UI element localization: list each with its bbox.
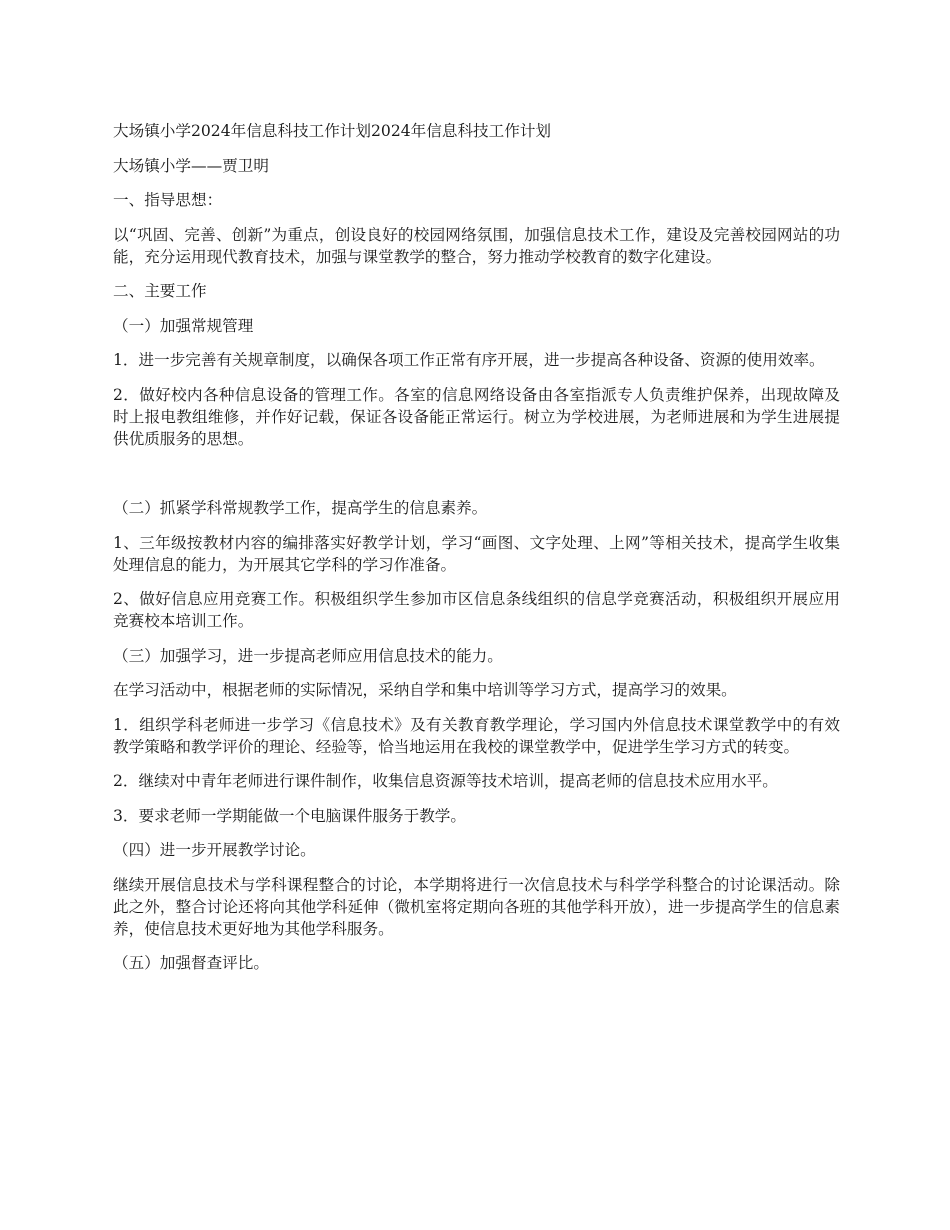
paragraph: 在学习活动中，根据老师的实际情况，采纳自学和集中培训等学习方式，提高学习的效果。 [113,681,737,699]
subsection-heading: （一）加强常规管理 [113,316,254,335]
paragraph: 1、三年级按教材内容的编排落实好教学计划，学习“画图、文字处理、上网”等相关技术，提高学生收集处理信息的能力，为开展其它学科的学习作准备。 [113,533,840,574]
paragraph-spacer [113,462,840,497]
subsection-heading: （二）抓紧学科常规教学工作，提高学生的信息素养。 [113,499,488,517]
paragraph: 继续开展信息技术与学科课程整合的讨论，本学期将进行一次信息技术与科学学科整合的讨论课活动。除此之外，整合讨论还将向其他学科延伸（微机室将定期向各班的其他学科开放），进一步提高学生的信息素养，使信息技术更好地为其他学科服务。 [113,875,840,938]
paragraph: 3．要求老师一学期能做一个电脑课件服务于教学。 [113,806,466,825]
section-heading-main-work: 二、主要工作 [113,282,207,300]
subsection-heading: （四）进一步开展教学讨论。 [113,841,316,859]
document-title: 大场镇小学2024年信息科技工作计划2024年信息科技工作计划 [113,122,552,140]
paragraph: 2．做好校内各种信息设备的管理工作。各室的信息网络设备由各室指派专人负责维护保养，出现故障及时上报电教组维修，并作好记载，保证各设备能正常运行。树立为学校进展，为老师进展和为学生进展提供优质服务的思想。 [113,385,840,448]
section-heading-guiding-ideology: 一、指导思想： [113,191,223,209]
subsection-heading: （三）加强学习，进一步提高老师应用信息技术的能力。 [113,646,503,665]
document-author: 大场镇小学——贾卫明 [113,156,269,175]
subsection-heading: （五）加强督查评比。 [113,954,269,972]
paragraph: 1．进一步完善有关规章制度，以确保各项工作正常有序开展，进一步提高各种设备、资源的使用效率。 [113,351,825,369]
paragraph: 2．继续对中青年老师进行课件制作，收集信息资源等技术培训，提高老师的信息技术应用水平。 [113,772,778,790]
paragraph: 以“巩固、完善、创新”为重点，创设良好的校园网络氛围，加强信息技术工作，建设及完善校园网站的功能，充分运用现代教育技术，加强与课堂教学的整合，努力推动学校教育的数字化建设。 [113,225,840,266]
paragraph: 1．组织学科老师进一步学习《信息技术》及有关教育教学理论，学习国内外信息技术课堂教学中的有效教学策略和教学评价的理论、经验等，恰当地运用在我校的课堂教学中，促进学生学习方式的转变。 [113,715,840,756]
document-body [113,120,840,987]
paragraph: 2、做好信息应用竞赛工作。积极组织学生参加市区信息条线组织的信息学竞赛活动，积极组织开展应用竞赛校本培训工作。 [113,590,840,630]
